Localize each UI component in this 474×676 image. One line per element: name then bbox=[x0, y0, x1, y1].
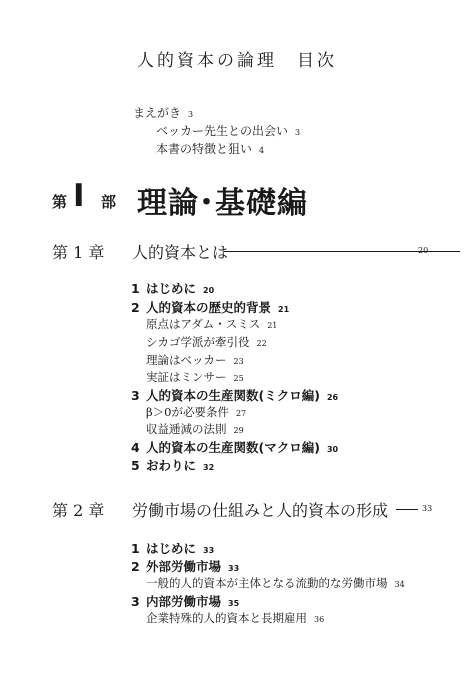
toc-section[interactable] bbox=[131, 557, 239, 575]
toc-page-number: 26 bbox=[326, 393, 339, 402]
toc-entry-title: 本書の特徴と狙い bbox=[156, 142, 253, 156]
section-number: 2 bbox=[131, 300, 140, 315]
subsection-title: 理論はベッカー bbox=[146, 353, 227, 367]
part-title: 理論･基礎編 bbox=[137, 186, 308, 221]
section-title: おわりに bbox=[146, 458, 197, 473]
toc-section[interactable] bbox=[131, 592, 239, 610]
toc-subsection[interactable] bbox=[146, 421, 244, 437]
toc-section[interactable] bbox=[131, 539, 214, 557]
toc-section[interactable] bbox=[131, 298, 289, 316]
toc-entry-preface-sub[interactable] bbox=[156, 122, 300, 139]
toc-page-number: 25 bbox=[233, 374, 244, 383]
section-title: 内部労働市場 bbox=[146, 594, 222, 609]
toc-section[interactable] bbox=[131, 456, 214, 474]
part-suffix: 部 bbox=[101, 193, 117, 211]
toc-page-number: 32 bbox=[203, 463, 215, 472]
toc-section[interactable] bbox=[131, 386, 338, 404]
toc-page-number: 33 bbox=[228, 564, 240, 573]
toc-page-number: 33 bbox=[422, 504, 433, 513]
chapter-label: 第 1 章 bbox=[52, 243, 105, 262]
subsection-title: 実証はミンサー bbox=[146, 370, 227, 384]
subsection-title: 原点はアダム・スミス bbox=[146, 317, 261, 331]
toc-page-number: 36 bbox=[314, 615, 325, 624]
part-prefix: 第 bbox=[52, 193, 68, 211]
toc-subsection[interactable] bbox=[146, 404, 246, 420]
chapter-title: 人的資本とは bbox=[132, 243, 229, 262]
toc-entry-preface[interactable] bbox=[133, 104, 193, 121]
subsection-title: シカゴ学派が牽引役 bbox=[146, 335, 250, 349]
toc-page-number: 3 bbox=[188, 110, 194, 119]
toc-subsection[interactable] bbox=[146, 369, 244, 385]
toc-subsection[interactable] bbox=[146, 334, 267, 350]
chapter-heading[interactable] bbox=[52, 498, 432, 520]
section-title: 外部労働市場 bbox=[146, 559, 222, 574]
subsection-title: 一般的人的資本が主体となる流動的な労働市場 bbox=[146, 576, 388, 590]
toc-subsection[interactable] bbox=[146, 316, 277, 332]
toc-page-number: 35 bbox=[228, 599, 240, 608]
toc-subsection[interactable] bbox=[146, 575, 405, 591]
toc-page-number: 27 bbox=[235, 409, 247, 418]
toc-page-number: 21 bbox=[267, 321, 278, 330]
section-number: 2 bbox=[131, 559, 140, 574]
toc-page-number: 33 bbox=[203, 546, 215, 555]
section-title: 人的資本の生産関数(マクロ編) bbox=[146, 440, 320, 455]
subsection-title: 収益逓減の法則 bbox=[146, 422, 227, 436]
chapter-label: 第 2 章 bbox=[52, 501, 105, 520]
toc-page-number: 3 bbox=[295, 128, 301, 137]
section-number: 3 bbox=[131, 388, 140, 403]
toc-page-number: 30 bbox=[326, 445, 339, 454]
toc-page-number: 22 bbox=[256, 339, 267, 348]
toc-page-number: 20 bbox=[418, 246, 429, 255]
toc-subsection[interactable] bbox=[146, 610, 324, 626]
toc-page-number: 4 bbox=[259, 146, 265, 155]
toc-section[interactable] bbox=[131, 438, 338, 456]
subsection-title: β＞0が必要条件 bbox=[146, 405, 229, 419]
section-title: はじめに bbox=[146, 541, 197, 556]
subsection-title: 企業特殊的人的資本と長期雇用 bbox=[146, 611, 307, 625]
section-number: 1 bbox=[131, 541, 140, 556]
toc-entry-title: まえがき bbox=[133, 106, 182, 120]
toc-entry-preface-sub[interactable] bbox=[156, 140, 264, 157]
page-title: 人的資本の論理 目次 bbox=[137, 51, 337, 71]
chapter-title: 労働市場の仕組みと人的資本の形成 bbox=[132, 501, 389, 520]
section-number: 3 bbox=[131, 594, 140, 609]
section-number: 1 bbox=[131, 281, 140, 296]
section-title: 人的資本の生産関数(ミクロ編) bbox=[146, 388, 320, 403]
toc-page-number: 21 bbox=[278, 305, 290, 314]
toc-page-number: 34 bbox=[394, 580, 405, 589]
toc-entry-title: ベッカー先生との出会い bbox=[156, 124, 289, 138]
part-numeral: I bbox=[73, 178, 85, 214]
part-heading bbox=[52, 178, 352, 221]
leader-line bbox=[396, 509, 418, 510]
toc-subsection[interactable] bbox=[146, 352, 244, 368]
toc-page-number: 23 bbox=[233, 357, 244, 366]
section-number: 5 bbox=[131, 458, 140, 473]
toc-page-number: 20 bbox=[203, 286, 215, 295]
toc-section[interactable] bbox=[131, 279, 214, 297]
section-title: はじめに bbox=[146, 281, 197, 296]
section-title: 人的資本の歴史的背景 bbox=[146, 300, 272, 315]
chapter-heading[interactable] bbox=[52, 240, 432, 262]
toc-page-number: 29 bbox=[233, 426, 244, 435]
section-number: 4 bbox=[131, 440, 140, 455]
